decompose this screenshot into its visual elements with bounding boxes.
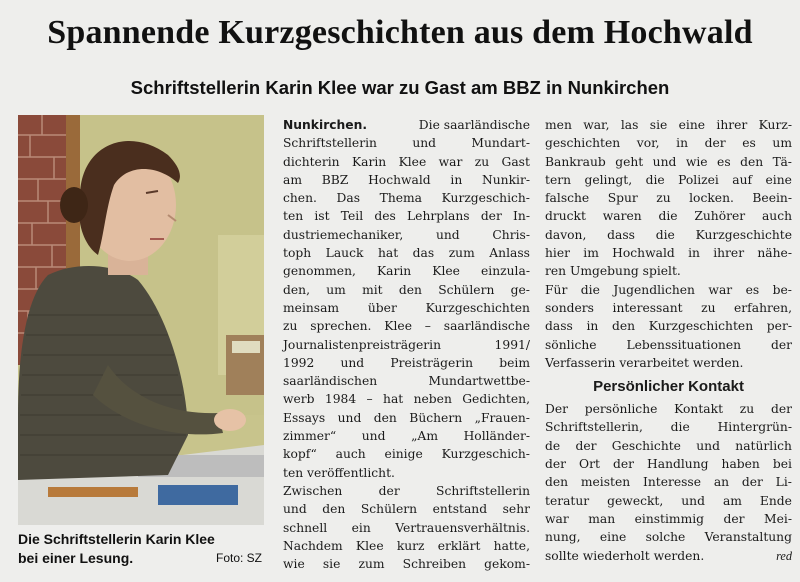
- word: auch: [335, 447, 366, 462]
- word: das: [412, 246, 435, 261]
- word: und: [412, 136, 437, 151]
- word: sie: [322, 557, 341, 572]
- word: es: [745, 282, 760, 297]
- word: einstimmig: [634, 511, 705, 526]
- body-line-text: ren Umgebung spielt.: [545, 264, 681, 279]
- word: werb: [283, 392, 315, 407]
- word: dass: [607, 227, 635, 242]
- word: ein: [351, 520, 371, 535]
- word: Interesse: [642, 475, 702, 490]
- article-headline: Spannende Kurzgeschichten aus dem Hochwald: [47, 14, 753, 51]
- word: men: [545, 118, 572, 132]
- article-subheadline: Schriftstellerin Karin Klee war zu Gast am BBZ in Nunkirchen: [130, 77, 670, 98]
- word: die: [645, 172, 665, 187]
- word: Klee: [398, 154, 427, 169]
- body-line: [545, 418, 792, 436]
- word: war: [545, 511, 569, 526]
- word: ge-: [510, 282, 530, 297]
- body-line: [283, 500, 530, 518]
- word: hat: [383, 392, 404, 407]
- word: dass: [545, 319, 573, 334]
- body-line: [283, 354, 530, 372]
- word: der: [770, 402, 792, 417]
- body-line: [283, 189, 530, 207]
- article-column-1: [283, 116, 530, 573]
- word: und: [435, 227, 460, 242]
- body-line: [283, 519, 530, 537]
- word: Kurzgeschich-: [441, 191, 530, 206]
- word: Journalistenpreisträgerin: [283, 337, 441, 352]
- word: auf: [732, 172, 753, 187]
- body-line: [283, 281, 530, 299]
- word: zimmer“: [283, 429, 337, 444]
- word: In-: [513, 209, 530, 224]
- word: tern: [545, 172, 572, 187]
- word: Tä-: [772, 154, 792, 169]
- word: beim: [499, 355, 530, 370]
- word: toph: [283, 246, 312, 261]
- word: ist: [314, 209, 330, 224]
- body-line: [545, 226, 792, 244]
- body-line: [545, 336, 792, 354]
- word: nung,: [545, 530, 581, 545]
- body-line-text: sollte wiederholt werden.: [545, 548, 705, 563]
- word: Kurzgeschichten: [648, 319, 754, 334]
- word: sehr: [502, 502, 530, 517]
- body-line-text: Verfasserin verarbeitet werden.: [545, 355, 744, 370]
- word: der: [704, 136, 726, 151]
- word: 1992: [283, 355, 315, 370]
- photo-woman-reading-illustration: [18, 115, 264, 525]
- word: war,: [583, 118, 610, 132]
- word: Anlass: [489, 246, 530, 261]
- word: wie: [283, 557, 305, 572]
- word: den: [612, 319, 636, 334]
- word: mit: [362, 282, 383, 297]
- body-line: [545, 153, 792, 171]
- word: in: [688, 246, 700, 261]
- body-line: [545, 134, 792, 152]
- word: Lehrplans: [407, 209, 470, 224]
- word: las: [620, 118, 639, 132]
- word: ten: [283, 209, 304, 224]
- word: Schülern: [438, 282, 495, 297]
- word: genommen,: [283, 264, 356, 279]
- word: Schriftstellerin: [436, 483, 530, 498]
- body-line: [545, 207, 792, 225]
- body-line: [283, 372, 530, 390]
- word: und: [696, 438, 720, 453]
- body-line: [283, 409, 530, 427]
- word: den: [322, 502, 346, 517]
- word: und: [283, 502, 307, 517]
- word: in: [676, 136, 688, 151]
- word: den: [373, 410, 397, 425]
- word: auch: [761, 209, 792, 224]
- word: solche: [645, 530, 686, 545]
- word: erklärt: [437, 538, 481, 553]
- body-line: [545, 281, 792, 299]
- word: Das: [336, 191, 361, 206]
- word: zu: [739, 402, 755, 417]
- word: persönliche: [584, 402, 658, 417]
- word: natürlich: [735, 438, 792, 453]
- word: und: [337, 410, 362, 425]
- word: vor,: [636, 136, 660, 151]
- body-line: [545, 244, 792, 262]
- word: Chris-: [492, 227, 530, 242]
- word: einige: [384, 447, 423, 462]
- body-line: [545, 547, 792, 565]
- word: davon,: [545, 227, 587, 242]
- body-line: [545, 455, 792, 473]
- word: Nachdem: [283, 538, 343, 553]
- word: am: [283, 172, 302, 187]
- word: Li-: [775, 475, 792, 490]
- word: am: [722, 493, 742, 508]
- body-line: Die saarländische: [418, 118, 530, 132]
- word: einzula-: [481, 264, 530, 279]
- word: im: [583, 246, 599, 261]
- photo-caption: [18, 530, 264, 568]
- word: sie: [649, 118, 668, 132]
- word: geweckt,: [607, 493, 664, 508]
- word: nähe-: [757, 246, 792, 261]
- body-line: [545, 510, 792, 528]
- word: war: [438, 154, 463, 169]
- caption-text: Die Schriftstellerin Karin Klee bei einer Lesung.: [18, 531, 215, 566]
- body-line: [545, 437, 792, 455]
- word: der: [575, 438, 597, 453]
- body-line: [283, 445, 530, 463]
- word: hatte,: [493, 538, 530, 553]
- word: –: [424, 319, 431, 334]
- body-line: [283, 464, 530, 482]
- word: Hintergrün-: [717, 420, 792, 435]
- word: Schriftstellerin: [283, 136, 377, 151]
- word: hat: [377, 246, 399, 261]
- word: Ende: [759, 493, 792, 508]
- word: geschichten: [545, 136, 621, 151]
- word: zu: [701, 300, 716, 315]
- word: des: [374, 209, 396, 224]
- word: Kurzgeschich-: [441, 447, 530, 462]
- word: um: [326, 282, 346, 297]
- word: der: [723, 511, 745, 526]
- body-line: [283, 299, 530, 317]
- body-line: [283, 134, 530, 152]
- word: Ort: [579, 457, 600, 472]
- body-line: [283, 336, 530, 354]
- word: saarländischen: [283, 374, 378, 389]
- word: Kontakt: [674, 402, 724, 417]
- word: Spur: [607, 191, 638, 206]
- word: Teil: [340, 209, 364, 224]
- body-line: [283, 482, 530, 500]
- word: Mundart-: [471, 136, 530, 151]
- word: –: [366, 392, 373, 407]
- word: Gast: [501, 154, 530, 169]
- article-photo: [18, 115, 264, 525]
- word: Kurzgeschichten: [425, 300, 530, 315]
- word: die: [670, 420, 690, 435]
- word: Veranstaltung: [704, 530, 792, 545]
- body-line: [283, 171, 530, 189]
- word: zu: [656, 191, 671, 206]
- word: teratur: [545, 493, 590, 508]
- word: der: [741, 475, 763, 490]
- word: meinsam: [283, 300, 340, 315]
- word: be-: [772, 282, 792, 297]
- body-line: [545, 354, 792, 372]
- word: Büchern: [409, 410, 463, 425]
- word: der: [770, 337, 792, 352]
- word: Mundartwettbe-: [428, 374, 530, 389]
- word: den: [398, 282, 422, 297]
- word: BBZ: [321, 172, 349, 187]
- body-line: [283, 537, 530, 555]
- word: 1984: [324, 392, 357, 407]
- word: 1991/: [494, 337, 530, 352]
- photo-credit: Foto: SZ: [215, 551, 262, 565]
- word: haben: [721, 457, 760, 472]
- word: schnell: [283, 520, 328, 535]
- body-line: [545, 171, 792, 189]
- body-line: [545, 262, 792, 280]
- body-line: [283, 555, 530, 573]
- word: Essays: [283, 410, 326, 425]
- author-signature: red: [776, 548, 792, 563]
- body-line: [283, 153, 530, 171]
- word: saarländische: [443, 319, 530, 334]
- word: ihrer: [716, 118, 748, 132]
- body-line: [545, 528, 792, 546]
- word: erfahren,: [734, 300, 792, 315]
- body-line: [545, 400, 792, 418]
- word: hier: [545, 246, 571, 261]
- word: den,: [283, 282, 310, 297]
- word: Schülern: [360, 502, 418, 517]
- word: locken.: [689, 191, 734, 206]
- word: über: [367, 300, 397, 315]
- word: Hochwald: [612, 246, 675, 261]
- body-line: [283, 317, 530, 335]
- word: falsche: [545, 191, 590, 206]
- word: chen.: [283, 191, 317, 206]
- column-1-first-line: [283, 116, 530, 134]
- word: und: [681, 493, 705, 508]
- word: druckt: [545, 209, 586, 224]
- word: Bankraub: [545, 154, 606, 169]
- word: Lauck: [325, 246, 364, 261]
- word: an: [713, 475, 730, 490]
- word: Schriftstellerin,: [545, 420, 643, 435]
- word: Hochwald: [368, 172, 431, 187]
- word: man: [588, 511, 616, 526]
- word: der: [480, 209, 502, 224]
- word: eine: [678, 118, 706, 132]
- body-line: [545, 317, 792, 335]
- word: den: [740, 154, 764, 169]
- body-line: [283, 244, 530, 262]
- word: entstand: [432, 502, 488, 517]
- body-line: [283, 226, 530, 244]
- word: Karin: [376, 264, 412, 279]
- word: sönliche: [545, 337, 597, 352]
- word: der: [612, 457, 634, 472]
- body-line: [545, 473, 792, 491]
- word: Preisträgerin: [390, 355, 474, 370]
- word: es: [742, 136, 756, 151]
- word: und: [652, 154, 677, 169]
- body-line: [545, 492, 792, 510]
- word: Nunkir-: [481, 172, 530, 187]
- body-line: [283, 390, 530, 408]
- body-line: [545, 116, 792, 134]
- word: Schreiben: [402, 557, 467, 572]
- interheading: Persönlicher Kontakt: [593, 378, 744, 396]
- word: meisten: [580, 475, 631, 490]
- word: „Am: [411, 429, 438, 444]
- word: der: [545, 457, 567, 472]
- word: Thema: [379, 191, 423, 206]
- word: zum: [448, 246, 475, 261]
- word: zum: [358, 557, 385, 572]
- word: kurz: [396, 538, 425, 553]
- word: gelingt,: [584, 172, 633, 187]
- word: Kurz-: [758, 118, 792, 132]
- word: zu: [474, 154, 490, 169]
- body-line: [545, 299, 792, 317]
- article-column-2: [545, 116, 792, 565]
- word: den: [545, 475, 569, 490]
- word: die: [658, 209, 678, 224]
- word: eine: [599, 530, 627, 545]
- word: per-: [766, 319, 792, 334]
- word: Kurzgeschichte: [695, 227, 792, 242]
- word: bei: [772, 457, 792, 472]
- body-line-text: ten veröffentlicht.: [283, 465, 395, 480]
- word: de: [545, 438, 561, 453]
- word: und: [340, 355, 365, 370]
- word: Geschichte: [611, 438, 681, 453]
- word: und: [361, 429, 386, 444]
- word: eine: [765, 172, 792, 187]
- word: die: [580, 282, 600, 297]
- body-line: [283, 262, 530, 280]
- body-line: [283, 207, 530, 225]
- word: Zuhörer: [694, 209, 746, 224]
- word: Jugendlichen: [613, 282, 695, 297]
- word: Handlung: [647, 457, 709, 472]
- word: geht: [615, 154, 644, 169]
- word: Klee: [432, 264, 460, 279]
- word: interessant: [612, 300, 683, 315]
- word: Klee: [355, 538, 384, 553]
- word: Vertrauensverhältnis.: [395, 520, 530, 535]
- word: sonders: [545, 300, 594, 315]
- word: Klee: [384, 319, 412, 334]
- word: die: [655, 227, 675, 242]
- word: Zwischen: [283, 483, 343, 498]
- body-line: [283, 427, 530, 445]
- word: kopf“: [283, 447, 317, 462]
- word: Karin: [351, 154, 387, 169]
- word: Für: [545, 282, 568, 297]
- word: der: [378, 483, 400, 498]
- word: sprechen.: [310, 319, 372, 334]
- word: neben: [413, 392, 452, 407]
- word: es: [717, 154, 731, 169]
- word: dichterin: [283, 154, 340, 169]
- body-line: [545, 189, 792, 207]
- word: ihrer: [713, 246, 745, 261]
- word: dustriemechaniker,: [283, 227, 404, 242]
- word: Mei-: [764, 511, 792, 526]
- dateline: Nunkirchen.: [283, 118, 368, 132]
- word: zu: [283, 319, 298, 334]
- word: gekom-: [484, 557, 530, 572]
- word: Gedichten,: [462, 392, 530, 407]
- word: in: [450, 172, 463, 187]
- word: wie: [685, 154, 708, 169]
- word: Lebenssituationen: [626, 337, 742, 352]
- word: Holländer-: [463, 429, 530, 444]
- word: „Frauen-: [474, 410, 530, 425]
- word: in: [586, 319, 599, 334]
- word: Polizei: [678, 172, 719, 187]
- word: war: [708, 282, 733, 297]
- word: waren: [602, 209, 642, 224]
- word: Der: [545, 402, 569, 417]
- word: Beein-: [752, 191, 792, 206]
- word: um: [772, 136, 792, 151]
